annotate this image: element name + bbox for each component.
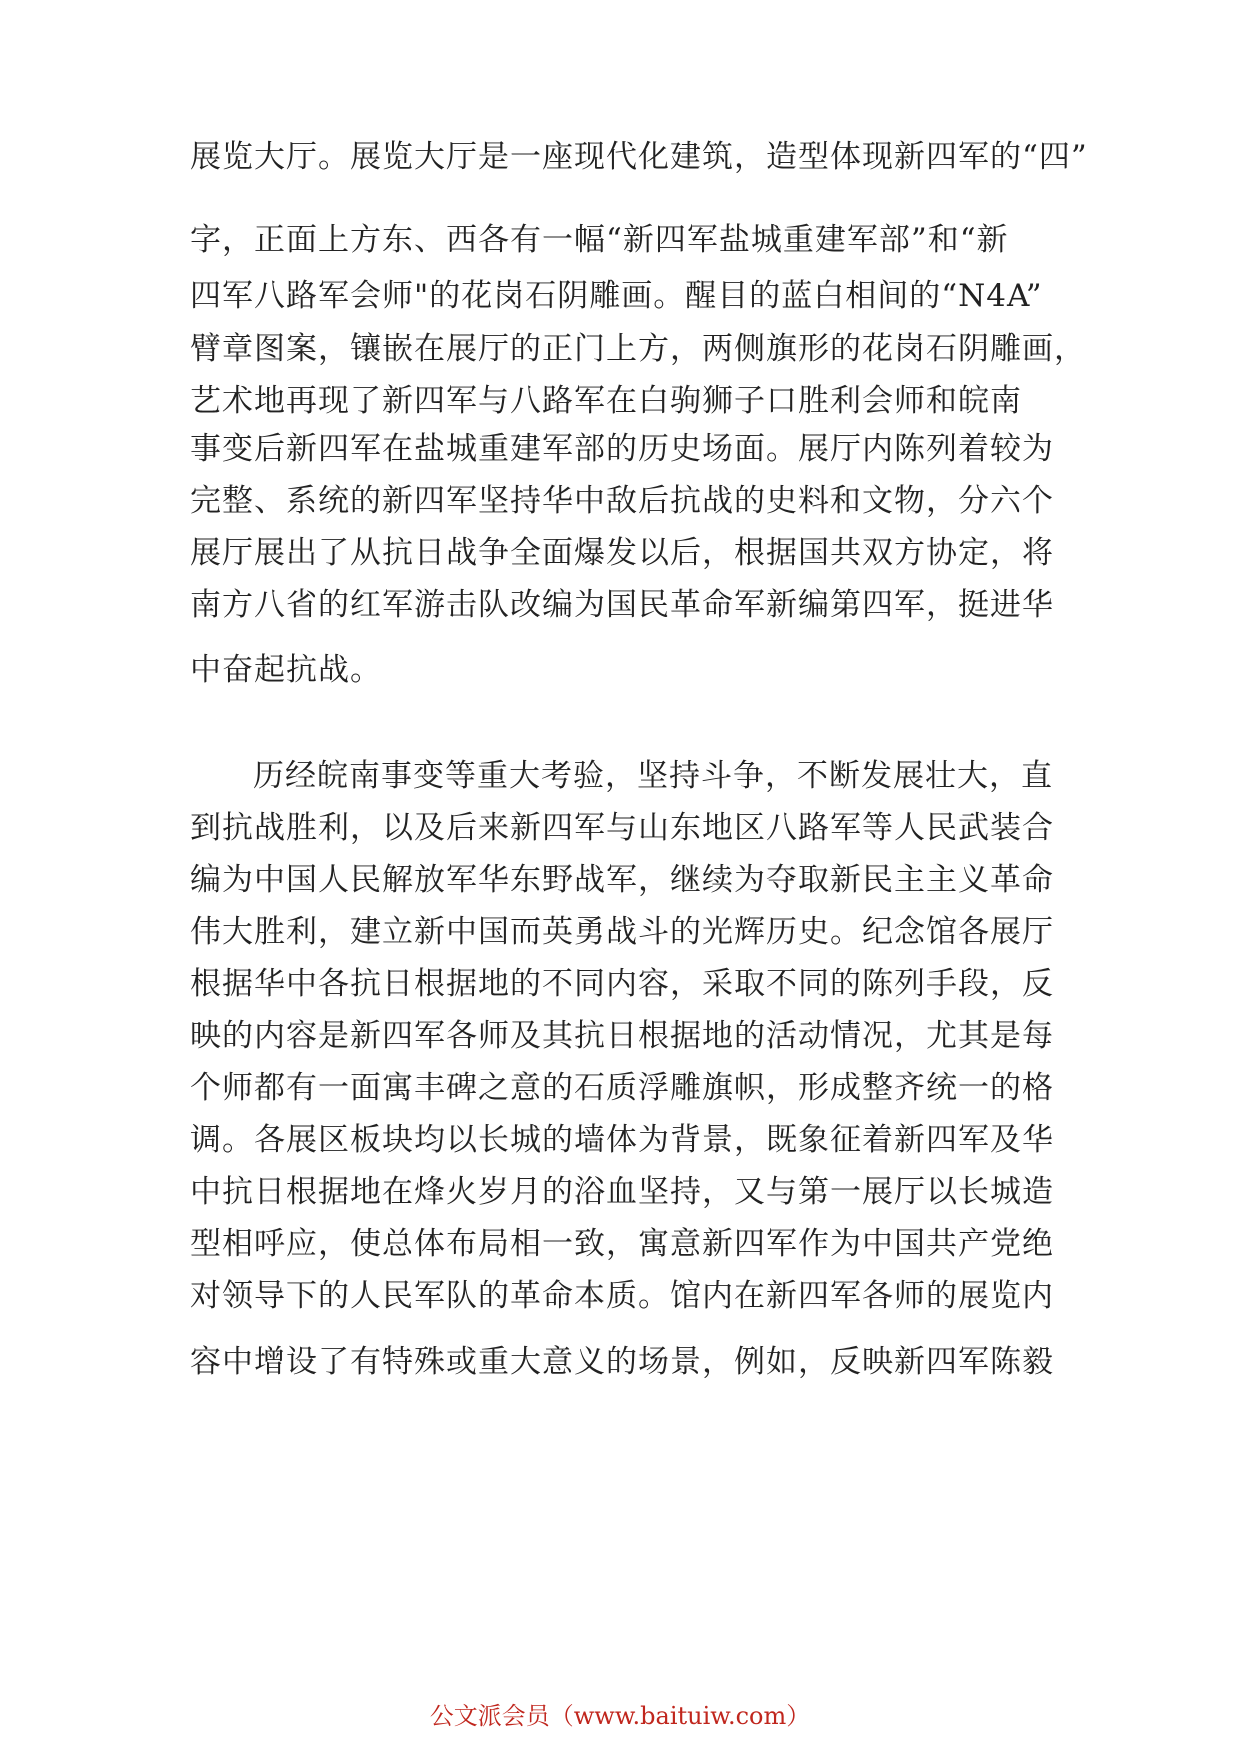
- text-line: 展厅展出了从抗日战争全面爆发以后，根据国共双方协定，将: [190, 535, 1054, 571]
- text-line: 中奋起抗战。: [190, 652, 382, 688]
- text-line: 根据华中各抗日根据地的不同内容，采取不同的陈列手段，反: [190, 966, 1054, 1002]
- text-line: 中抗日根据地在烽火岁月的浴血坚持，又与第一展厅以长城造: [190, 1174, 1054, 1210]
- text-line: 型相呼应，使总体布局相一致，寓意新四军作为中国共产党绝: [190, 1226, 1054, 1262]
- text-line: 映的内容是新四军各师及其抗日根据地的活动情况，尤其是每: [190, 1018, 1054, 1054]
- text-line: 事变后新四军在盐城重建军部的历史场面。展厅内陈列着较为: [190, 431, 1054, 467]
- text-line: 完整、系统的新四军坚持华中敌后抗战的史料和文物，分六个: [190, 483, 1054, 519]
- text-line: 艺术地再现了新四军与八路军在白驹狮子口胜利会师和皖南: [190, 383, 1022, 419]
- text-line: 个师都有一面寓丰碑之意的石质浮雕旗帜，形成整齐统一的格: [190, 1070, 1054, 1106]
- text-line: 容中增设了有特殊或重大意义的场景，例如，反映新四军陈毅: [190, 1344, 1054, 1380]
- text-line: 字，正面上方东、西各有一幅“新四军盐城重建军部”和“新: [190, 222, 1009, 258]
- text-line: 展览大厅。展览大厅是一座现代化建筑，造型体现新四军的“四”: [190, 139, 1088, 175]
- text-line: 四军八路军会师"的花岗石阴雕画。醒目的蓝白相间的“N4A”: [190, 278, 1043, 314]
- text-line: 到抗战胜利，以及后来新四军与山东地区八路军等人民武装合: [190, 810, 1054, 846]
- text-line: 历经皖南事变等重大考验，坚持斗争，不断发展壮大，直: [253, 758, 1053, 794]
- text-line: 臂章图案，镶嵌在展厅的正门上方，两侧旗形的花岗石阴雕画，: [190, 331, 1086, 367]
- text-line: 调。各展区板块均以长城的墙体为背景，既象征着新四军及华: [190, 1122, 1054, 1158]
- text-line: 南方八省的红军游击队改编为国民革命军新编第四军，挺进华: [190, 587, 1054, 623]
- text-line: 伟大胜利，建立新中国而英勇战斗的光辉历史。纪念馆各展厅: [190, 914, 1054, 950]
- footer-watermark: 公文派会员（www.baituiw.com）: [429, 1702, 811, 1730]
- text-line: 对领导下的人民军队的革命本质。馆内在新四军各师的展览内: [190, 1278, 1054, 1314]
- text-line: 编为中国人民解放军华东野战军，继续为夺取新民主主义革命: [190, 862, 1054, 898]
